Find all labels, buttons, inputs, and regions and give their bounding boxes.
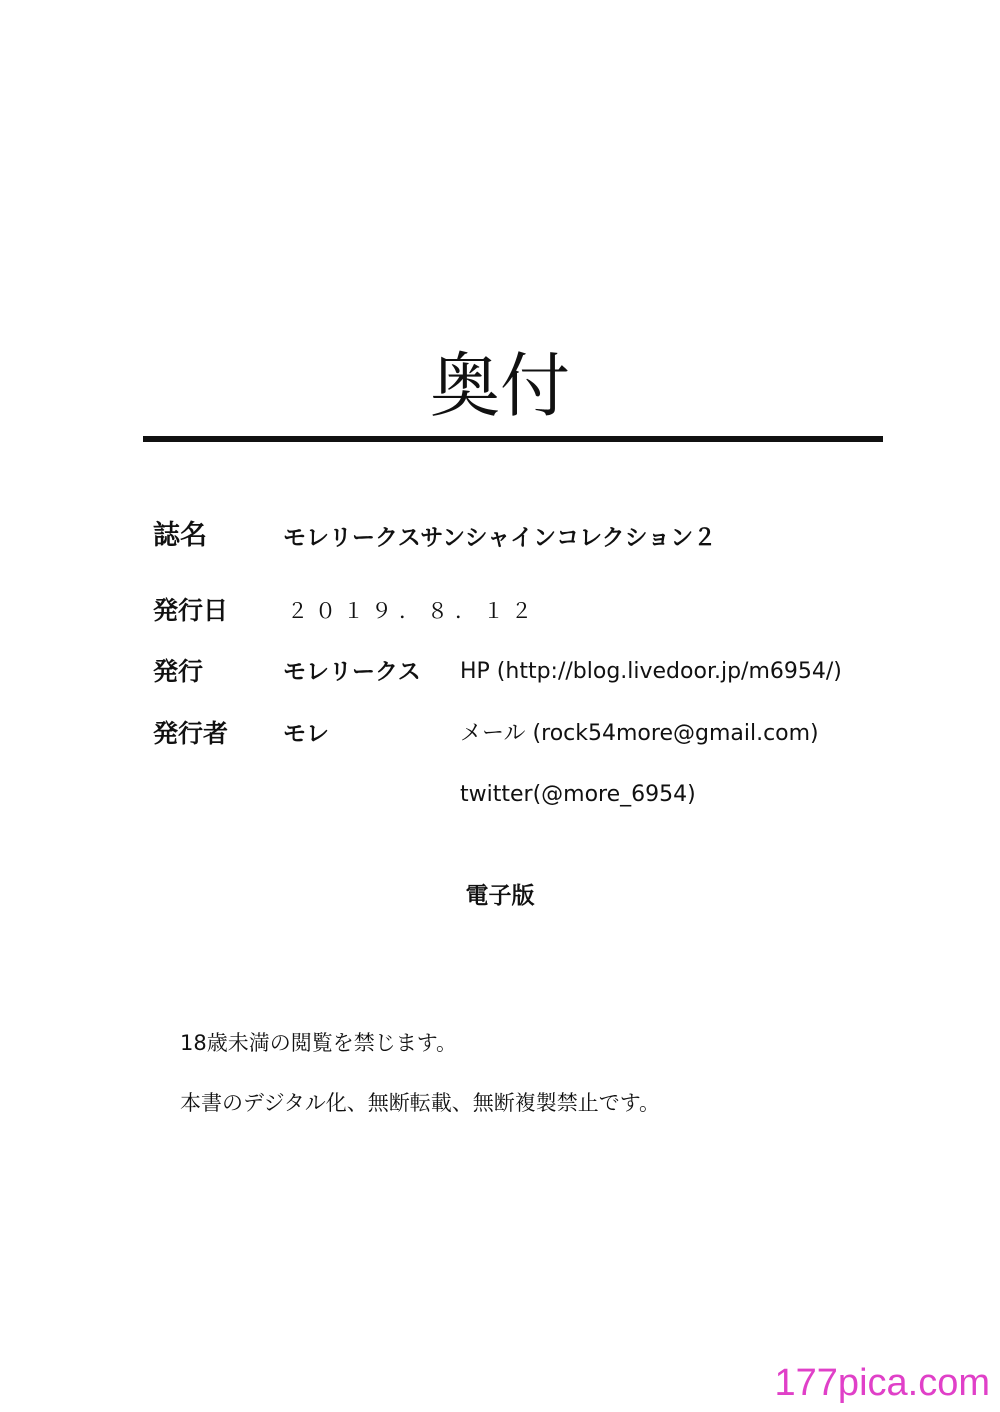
date-value: ２０１９．８．１２ [287, 599, 539, 623]
twitter-link[interactable]: twitter(@more_6954) [460, 782, 696, 807]
age-notice: 18歳未満の閲覧を禁じます。 [180, 1031, 458, 1055]
title-value: モレリークスサンシャインコレクション２ [283, 525, 717, 551]
edition-label: 電子版 [465, 883, 535, 909]
author-label: 発行者 [153, 719, 229, 748]
date-label: 発行日 [153, 596, 229, 625]
site-watermark: 177pica.com [774, 1362, 990, 1404]
email-link[interactable]: メール (rock54more@gmail.com) [460, 721, 819, 746]
author-value: モレ [283, 721, 329, 747]
homepage-link[interactable]: HP (http://blog.livedoor.jp/m6954/) [460, 659, 842, 684]
copyright-notice: 本書のデジタル化、無断転載、無断複製禁止です。 [180, 1091, 661, 1115]
title-label: 誌名 [153, 520, 207, 551]
page-title: 奥付 [430, 345, 570, 427]
publisher-value: モレリークス [283, 659, 421, 685]
title-divider [143, 436, 883, 442]
publisher-label: 発行 [153, 657, 204, 686]
